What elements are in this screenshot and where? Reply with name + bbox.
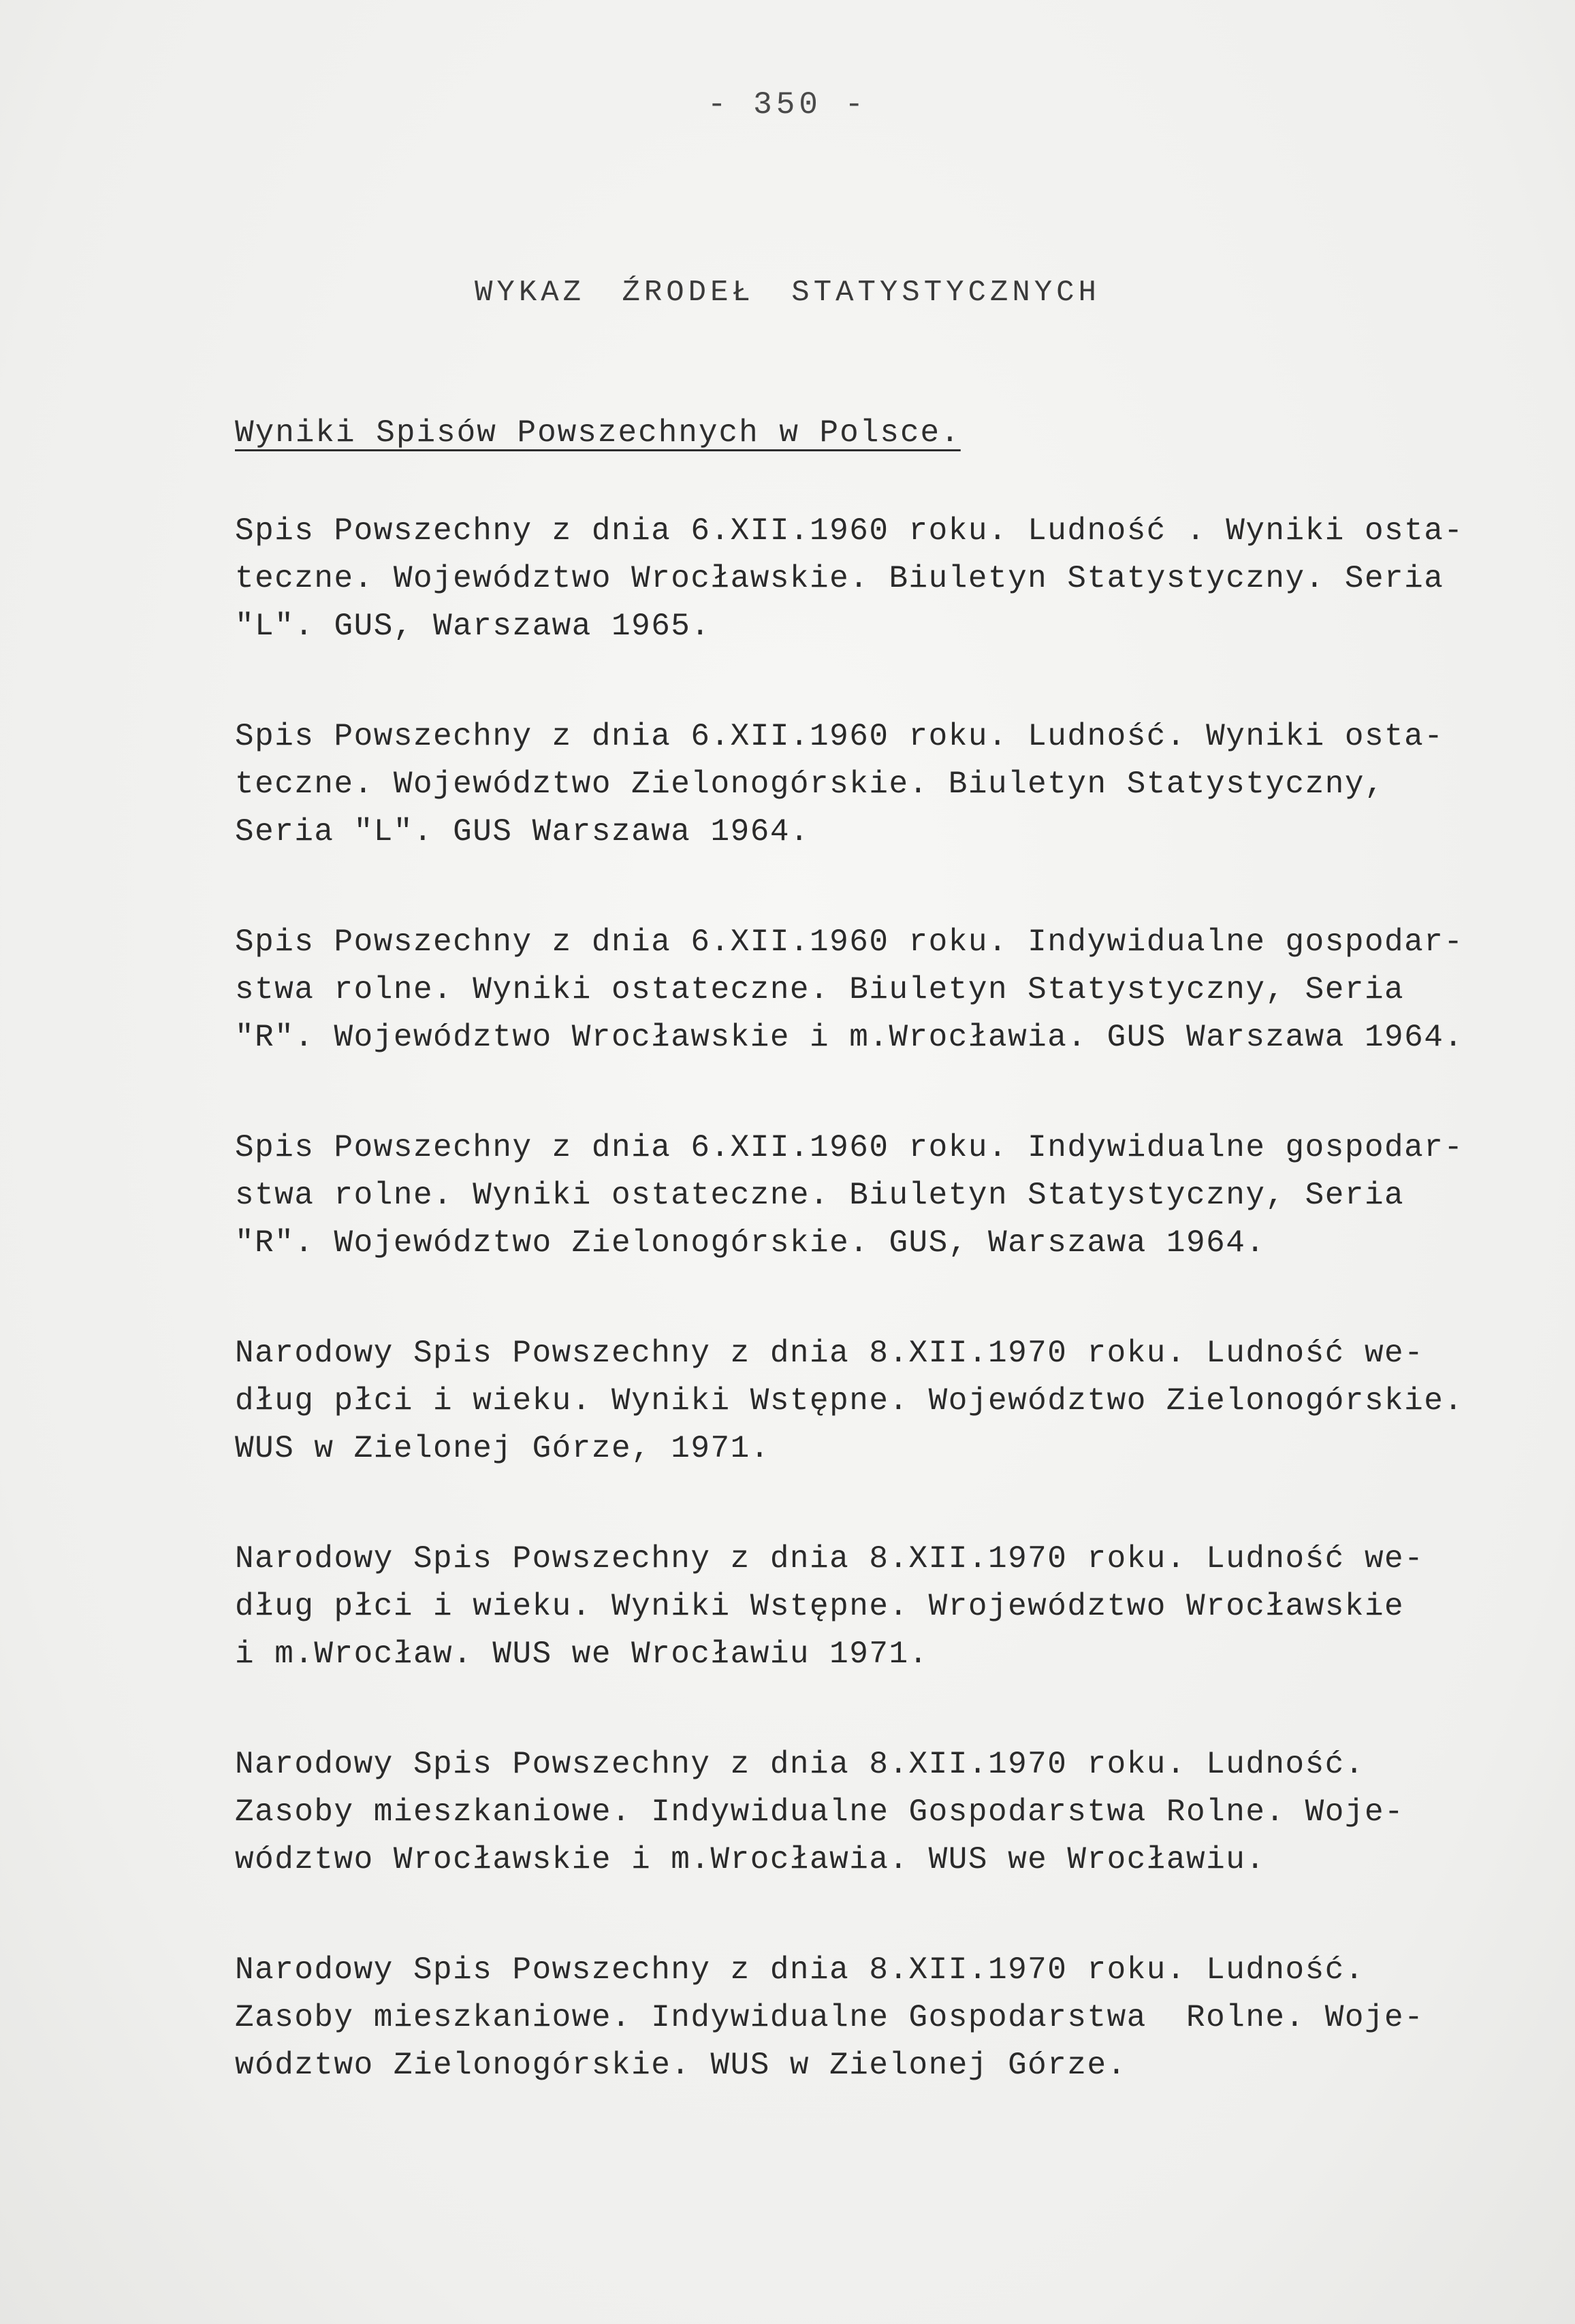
entry-line: stwa rolne. Wyniki ostateczne. Biuletyn Statystyczny, Seria xyxy=(235,972,1405,1007)
entry-line: dług płci i wieku. Wyniki Wstępne. Wrojewództwo Wrocławskie xyxy=(235,1589,1405,1624)
page-title: WYKAZ ŹRODEŁ STATYSTYCZNYCH xyxy=(475,276,1100,310)
entry-line: "R". Województwo Zielonogórskie. GUS, Warszawa 1964. xyxy=(235,1225,1266,1261)
entry-line: "L". GUS, Warszawa 1965. xyxy=(235,609,711,644)
bibliography-entry xyxy=(235,1535,1529,1678)
entry-line: Spis Powszechny z dnia 6.XII.1960 roku. Indywidualne gospodar- xyxy=(235,1130,1464,1165)
section-heading: Wyniki Spisów Powszechnych w Polsce. xyxy=(235,415,961,451)
bibliography-entry xyxy=(235,507,1529,650)
entry-line: Zasoby mieszkaniowe. Indywidualne Gospodarstwa Rolne. Woje- xyxy=(235,1794,1405,1830)
entry-line: "R". Województwo Wrocławskie i m.Wrocławia. GUS Warszawa 1964. xyxy=(235,1020,1464,1055)
entry-line: Seria "L". GUS Warszawa 1964. xyxy=(235,814,810,850)
entry-line: Spis Powszechny z dnia 6.XII.1960 roku. Ludność . Wyniki osta- xyxy=(235,513,1464,549)
bibliography-list xyxy=(235,507,1529,2152)
entry-line: Narodowy Spis Powszechny z dnia 8.XII.1970 roku. Ludność. xyxy=(235,1952,1365,1988)
entry-line: Narodowy Spis Powszechny z dnia 8.XII.1970 roku. Ludność we- xyxy=(235,1336,1425,1371)
entry-line: teczne. Województwo Wrocławskie. Biuletyn Statystyczny. Seria xyxy=(235,561,1444,596)
entry-line: stwa rolne. Wyniki ostateczne. Biuletyn Statystyczny, Seria xyxy=(235,1178,1405,1213)
entry-line: wództwo Wrocławskie i m.Wrocławia. WUS we Wrocławiu. xyxy=(235,1842,1266,1877)
entry-line: i m.Wrocław. WUS we Wrocławiu 1971. xyxy=(235,1636,929,1672)
entry-line: Narodowy Spis Powszechny z dnia 8.XII.1970 roku. Ludność we- xyxy=(235,1541,1425,1577)
entry-line: WUS w Zielonej Górze, 1971. xyxy=(235,1431,770,1466)
entry-line: Spis Powszechny z dnia 6.XII.1960 roku. Indywidualne gospodar- xyxy=(235,924,1464,960)
entry-line: Zasoby mieszkaniowe. Indywidualne Gospodarstwa Rolne. Woje- xyxy=(235,2000,1425,2035)
bibliography-entry xyxy=(235,713,1529,856)
bibliography-entry xyxy=(235,1124,1529,1267)
entry-line: teczne. Województwo Zielonogórskie. Biuletyn Statystyczny, xyxy=(235,766,1385,802)
entry-line: Spis Powszechny z dnia 6.XII.1960 roku. Ludność. Wyniki osta- xyxy=(235,719,1444,754)
bibliography-entry xyxy=(235,1329,1529,1472)
entry-line: dług płci i wieku. Wyniki Wstępne. Województwo Zielonogórskie. xyxy=(235,1383,1464,1419)
page-number: - 350 - xyxy=(707,87,868,123)
bibliography-entry xyxy=(235,1946,1529,2089)
entry-line: wództwo Zielonogórskie. WUS w Zielonej Górze. xyxy=(235,2048,1127,2083)
entry-line: Narodowy Spis Powszechny z dnia 8.XII.1970 roku. Ludność. xyxy=(235,1747,1365,1782)
bibliography-entry xyxy=(235,918,1529,1061)
bibliography-entry xyxy=(235,1741,1529,1884)
